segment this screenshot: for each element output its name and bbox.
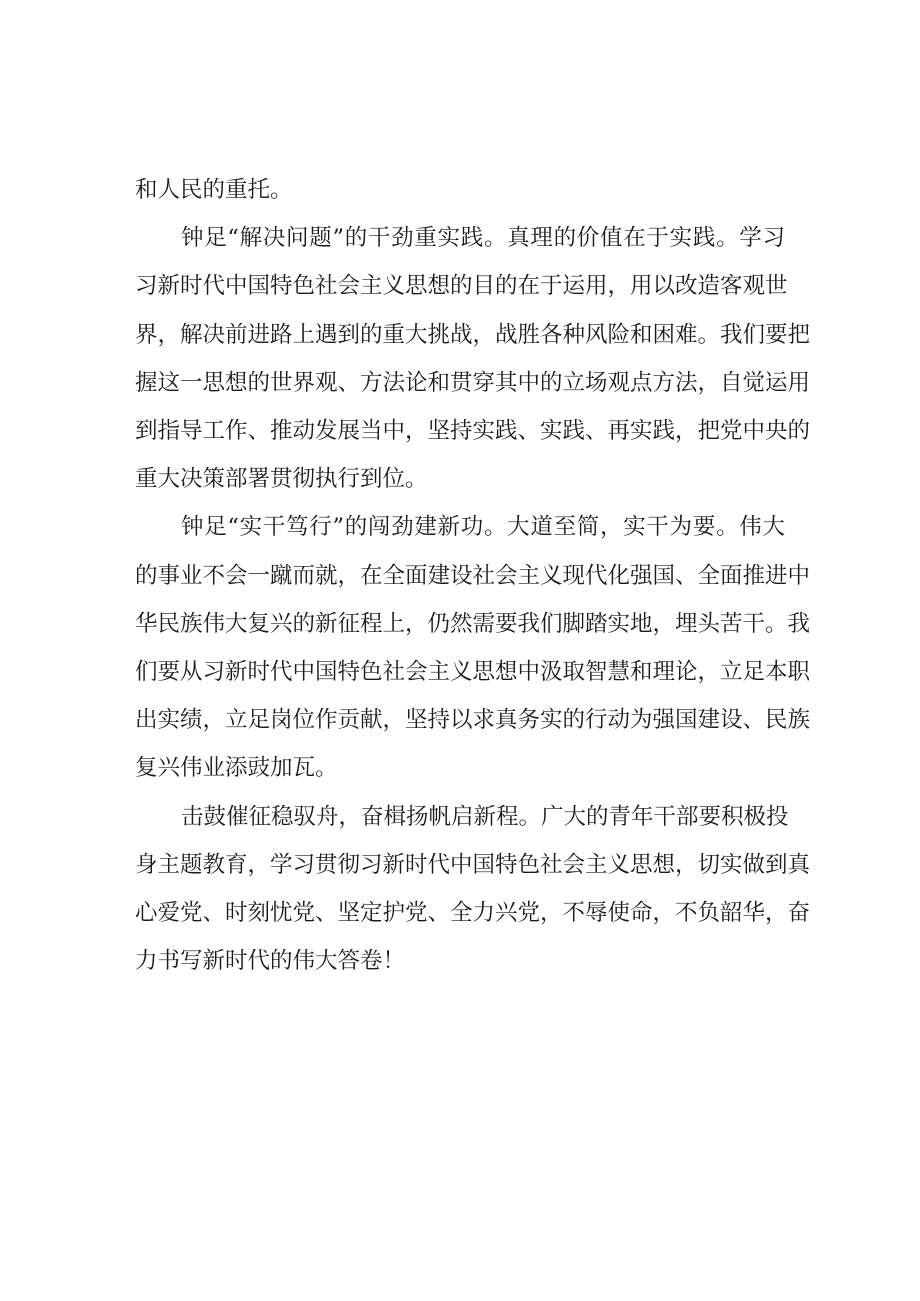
paragraph-3-line-2: 的事业不会一蹴而就，在全面建设社会主义现代化强国、全面推进中	[135, 563, 811, 589]
paragraph-3-line-6: 复兴伟业添豉加瓦。	[135, 755, 338, 781]
paragraph-2-line-3: 界，解决前进路上遇到的重大挑战，战胜各种风险和困难。我们要把	[135, 322, 811, 348]
paragraph-4-line-4: 力书写新时代的伟大答卷！	[135, 948, 406, 974]
paragraph-3-line-1: 钟足“实干笃行”的闯劲建新功。大道至简，实干为要。伟大	[181, 514, 785, 540]
paragraph-3-line-3: 华民族伟大复兴的新征程上，仍然需要我们脚踏实地，埋头苦干。我	[135, 611, 811, 637]
paragraph-3-line-5: 出实绩，立足岗位作贡献，坚持以求真务实的行动为强国建设、民族	[135, 707, 811, 733]
paragraph-2-line-2: 习新时代中国特色社会主义思想的目的在于运用，用以改造客观世	[135, 273, 788, 299]
paragraph-2-line-1: 钟足“解决问题”的干劲重实践。真理的价值在于实践。学习	[181, 225, 785, 251]
paragraph-2-line-6: 重大决策部署贯彻执行到位。	[135, 466, 428, 492]
paragraph-4-line-2: 身主题教育，学习贯彻习新时代中国特色社会主义思想，切实做到真	[135, 852, 811, 878]
paragraph-4-line-3: 心爱党、时刻忧党、坚定护党、全力兴党，不辱使命，不负韶华，奋	[135, 900, 811, 926]
paragraph-2-line-4: 握这一思想的世界观、方法论和贯穿其中的立场观点方法，自觉运用	[135, 370, 811, 396]
paragraph-3-line-4: 们要从习新时代中国特色社会主义思想中汲取智慧和理论，立足本职	[135, 659, 811, 685]
paragraph-1-line-1: 和人民的重托。	[135, 177, 293, 203]
paragraph-4-line-1: 击鼓催征稳驭舟，奋楫扬帆启新程。广大的青年干部要积极投	[181, 804, 789, 830]
paragraph-2-line-5: 到指导工作、推动发展当中，坚持实践、实践、再实践，把党中央的	[135, 418, 811, 444]
